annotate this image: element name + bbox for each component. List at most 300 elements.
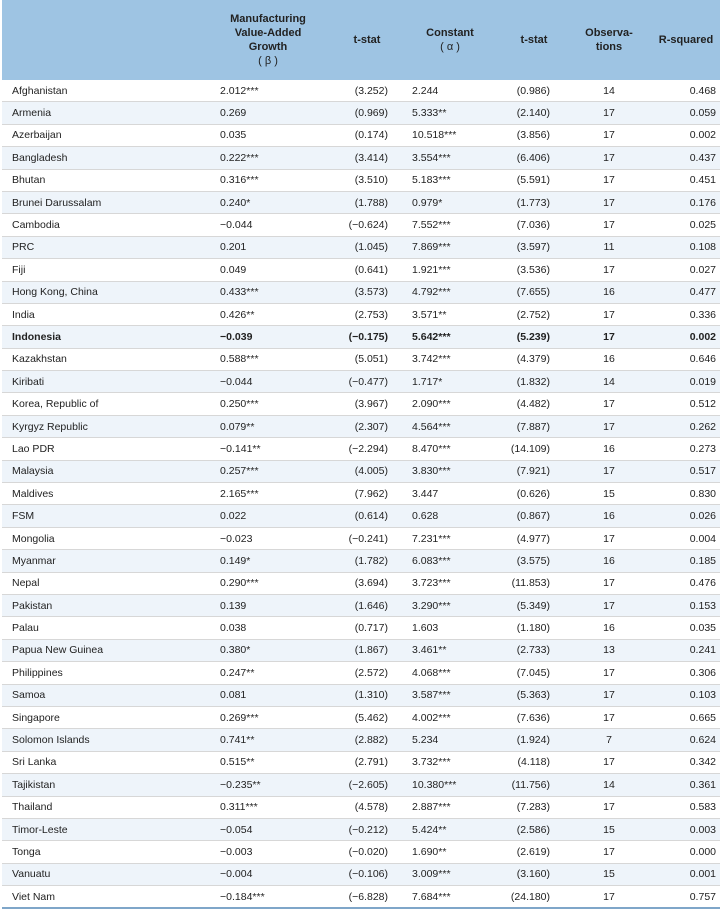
cell-constant: 1.603 [406, 617, 494, 639]
cell-country: Kyrgyz Republic [2, 415, 208, 437]
cell-observations: 16 [574, 348, 644, 370]
cell-country: Samoa [2, 684, 208, 706]
cell-tstat-constant: (0.867) [494, 505, 574, 527]
header-observations-line2: tions [595, 41, 623, 53]
cell-beta: −0.184*** [208, 886, 328, 909]
cell-country: Tajikistan [2, 774, 208, 796]
cell-constant: 1.690** [406, 841, 494, 863]
cell-constant: 2.090*** [406, 393, 494, 415]
table-row [2, 617, 720, 639]
cell-country: Kazakhstan [2, 348, 208, 370]
table-row [2, 214, 720, 236]
table-row [2, 191, 720, 213]
cell-r-squared: 0.757 [644, 886, 720, 909]
table-row [2, 371, 720, 393]
cell-tstat-constant: (7.036) [494, 214, 574, 236]
cell-observations: 17 [574, 393, 644, 415]
cell-tstat-constant: (24.180) [494, 886, 574, 909]
cell-tstat-beta: (1.310) [328, 684, 406, 706]
cell-tstat-beta: (1.646) [328, 594, 406, 616]
cell-tstat-constant: (3.575) [494, 550, 574, 572]
cell-constant: 5.183*** [406, 169, 494, 191]
cell-tstat-constant: (2.140) [494, 102, 574, 124]
cell-country: Armenia [2, 102, 208, 124]
cell-country: Korea, Republic of [2, 393, 208, 415]
cell-constant: 5.424** [406, 818, 494, 840]
cell-r-squared: 0.027 [644, 259, 720, 281]
header-observations-line1: Observa- [585, 27, 633, 39]
cell-beta: 0.311*** [208, 796, 328, 818]
cell-country: Cambodia [2, 214, 208, 236]
cell-constant: 7.231*** [406, 527, 494, 549]
cell-observations: 7 [574, 729, 644, 751]
cell-tstat-constant: (7.655) [494, 281, 574, 303]
header-tstat-beta: t-stat [353, 34, 381, 46]
cell-tstat-beta: (0.174) [328, 124, 406, 146]
regression-results-table [2, 0, 720, 909]
table-row [2, 124, 720, 146]
cell-constant: 7.869*** [406, 236, 494, 258]
cell-observations: 17 [574, 326, 644, 348]
table-row [2, 102, 720, 124]
cell-tstat-constant: (7.283) [494, 796, 574, 818]
cell-observations: 17 [574, 415, 644, 437]
cell-r-squared: 0.336 [644, 303, 720, 325]
cell-observations: 17 [574, 147, 644, 169]
cell-observations: 17 [574, 886, 644, 909]
cell-beta: −0.003 [208, 841, 328, 863]
cell-beta: 2.012*** [208, 80, 328, 102]
header-country [2, 0, 208, 80]
cell-tstat-constant: (1.773) [494, 191, 574, 213]
cell-observations: 17 [574, 706, 644, 728]
table-header [2, 0, 720, 80]
cell-country: Papua New Guinea [2, 639, 208, 661]
cell-beta: 0.316*** [208, 169, 328, 191]
table-row [2, 348, 720, 370]
cell-constant: 4.002*** [406, 706, 494, 728]
cell-r-squared: 0.306 [644, 662, 720, 684]
cell-r-squared: 0.342 [644, 751, 720, 773]
cell-country: Maldives [2, 483, 208, 505]
cell-r-squared: 0.624 [644, 729, 720, 751]
cell-constant: 0.979* [406, 191, 494, 213]
cell-constant: 0.628 [406, 505, 494, 527]
header-constant-symbol: ( α ) [440, 41, 460, 53]
cell-country: Tonga [2, 841, 208, 863]
cell-observations: 17 [574, 124, 644, 146]
cell-constant: 3.554*** [406, 147, 494, 169]
cell-beta: 0.290*** [208, 572, 328, 594]
cell-tstat-beta: (−0.624) [328, 214, 406, 236]
cell-constant: 7.684*** [406, 886, 494, 909]
cell-tstat-beta: (3.510) [328, 169, 406, 191]
cell-tstat-beta: (0.717) [328, 617, 406, 639]
cell-r-squared: 0.361 [644, 774, 720, 796]
cell-constant: 5.333** [406, 102, 494, 124]
cell-beta: 0.081 [208, 684, 328, 706]
cell-country: Brunei Darussalam [2, 191, 208, 213]
table-row [2, 236, 720, 258]
cell-country: Malaysia [2, 460, 208, 482]
cell-beta: 0.022 [208, 505, 328, 527]
cell-r-squared: 0.241 [644, 639, 720, 661]
cell-tstat-beta: (2.572) [328, 662, 406, 684]
cell-tstat-beta: (−2.605) [328, 774, 406, 796]
cell-country: Palau [2, 617, 208, 639]
cell-observations: 16 [574, 617, 644, 639]
cell-country: Singapore [2, 706, 208, 728]
cell-tstat-beta: (−0.241) [328, 527, 406, 549]
cell-constant: 1.717* [406, 371, 494, 393]
cell-r-squared: 0.059 [644, 102, 720, 124]
cell-r-squared: 0.262 [644, 415, 720, 437]
cell-tstat-constant: (3.597) [494, 236, 574, 258]
cell-tstat-constant: (7.921) [494, 460, 574, 482]
cell-observations: 15 [574, 863, 644, 885]
cell-beta: 0.035 [208, 124, 328, 146]
cell-beta: −0.054 [208, 818, 328, 840]
table-row [2, 281, 720, 303]
table-row [2, 684, 720, 706]
cell-tstat-beta: (0.969) [328, 102, 406, 124]
cell-observations: 17 [574, 303, 644, 325]
cell-r-squared: 0.002 [644, 326, 720, 348]
cell-beta: 0.201 [208, 236, 328, 258]
table-row [2, 550, 720, 572]
cell-beta: 2.165*** [208, 483, 328, 505]
cell-observations: 14 [574, 774, 644, 796]
cell-country: Afghanistan [2, 80, 208, 102]
cell-observations: 17 [574, 102, 644, 124]
cell-beta: 0.588*** [208, 348, 328, 370]
cell-beta: −0.044 [208, 371, 328, 393]
cell-beta: 0.139 [208, 594, 328, 616]
cell-constant: 4.068*** [406, 662, 494, 684]
cell-r-squared: 0.665 [644, 706, 720, 728]
cell-tstat-beta: (−0.175) [328, 326, 406, 348]
cell-constant: 6.083*** [406, 550, 494, 572]
cell-beta: 0.240* [208, 191, 328, 213]
table-row [2, 706, 720, 728]
cell-constant: 3.587*** [406, 684, 494, 706]
cell-country: Kiribati [2, 371, 208, 393]
table-row [2, 662, 720, 684]
header-beta-line3: Growth [248, 41, 288, 53]
table-row [2, 326, 720, 348]
cell-country: Vanuatu [2, 863, 208, 885]
cell-tstat-beta: (3.967) [328, 393, 406, 415]
table-row [2, 751, 720, 773]
cell-tstat-constant: (4.977) [494, 527, 574, 549]
table-row [2, 774, 720, 796]
cell-country: Hong Kong, China [2, 281, 208, 303]
cell-tstat-beta: (4.005) [328, 460, 406, 482]
table-body [2, 80, 720, 908]
cell-observations: 15 [574, 483, 644, 505]
cell-tstat-beta: (3.694) [328, 572, 406, 594]
cell-observations: 17 [574, 214, 644, 236]
header-beta-line1: Manufacturing [230, 13, 306, 25]
cell-constant: 2.887*** [406, 796, 494, 818]
cell-country: Pakistan [2, 594, 208, 616]
cell-beta: 0.269 [208, 102, 328, 124]
cell-tstat-constant: (5.349) [494, 594, 574, 616]
cell-tstat-constant: (6.406) [494, 147, 574, 169]
table-row [2, 147, 720, 169]
cell-tstat-constant: (2.619) [494, 841, 574, 863]
cell-tstat-constant: (0.626) [494, 483, 574, 505]
cell-observations: 17 [574, 169, 644, 191]
cell-tstat-constant: (7.045) [494, 662, 574, 684]
header-beta-line2: Value-Added [234, 27, 302, 39]
cell-r-squared: 0.002 [644, 124, 720, 146]
cell-observations: 16 [574, 550, 644, 572]
cell-r-squared: 0.035 [644, 617, 720, 639]
cell-tstat-constant: (2.733) [494, 639, 574, 661]
cell-country: Indonesia [2, 326, 208, 348]
cell-tstat-constant: (4.379) [494, 348, 574, 370]
cell-tstat-constant: (1.180) [494, 617, 574, 639]
cell-tstat-beta: (0.614) [328, 505, 406, 527]
cell-tstat-beta: (−0.106) [328, 863, 406, 885]
cell-constant: 3.571** [406, 303, 494, 325]
cell-r-squared: 0.476 [644, 572, 720, 594]
cell-observations: 17 [574, 841, 644, 863]
cell-tstat-constant: (5.239) [494, 326, 574, 348]
header-row [2, 0, 720, 80]
table-row [2, 393, 720, 415]
cell-tstat-beta: (1.788) [328, 191, 406, 213]
cell-beta: −0.044 [208, 214, 328, 236]
cell-r-squared: 0.153 [644, 594, 720, 616]
cell-tstat-constant: (7.887) [494, 415, 574, 437]
cell-tstat-constant: (1.924) [494, 729, 574, 751]
cell-tstat-constant: (1.832) [494, 371, 574, 393]
cell-observations: 13 [574, 639, 644, 661]
cell-constant: 2.244 [406, 80, 494, 102]
cell-tstat-beta: (2.307) [328, 415, 406, 437]
cell-observations: 17 [574, 662, 644, 684]
cell-tstat-beta: (2.882) [328, 729, 406, 751]
table-row [2, 505, 720, 527]
cell-beta: 0.247** [208, 662, 328, 684]
cell-tstat-beta: (1.867) [328, 639, 406, 661]
table-row [2, 639, 720, 661]
cell-country: PRC [2, 236, 208, 258]
cell-country: Viet Nam [2, 886, 208, 909]
cell-country: Mongolia [2, 527, 208, 549]
cell-r-squared: 0.517 [644, 460, 720, 482]
cell-r-squared: 0.000 [644, 841, 720, 863]
cell-observations: 17 [574, 594, 644, 616]
cell-observations: 17 [574, 684, 644, 706]
cell-observations: 17 [574, 460, 644, 482]
cell-constant: 3.009*** [406, 863, 494, 885]
cell-tstat-constant: (11.756) [494, 774, 574, 796]
cell-constant: 4.564*** [406, 415, 494, 437]
cell-observations: 17 [574, 572, 644, 594]
cell-beta: −0.039 [208, 326, 328, 348]
cell-r-squared: 0.103 [644, 684, 720, 706]
table-row [2, 415, 720, 437]
header-constant [406, 0, 494, 80]
cell-observations: 17 [574, 527, 644, 549]
cell-constant: 1.921*** [406, 259, 494, 281]
cell-beta: −0.235** [208, 774, 328, 796]
cell-tstat-beta: (7.962) [328, 483, 406, 505]
cell-beta: 0.257*** [208, 460, 328, 482]
cell-beta: 0.741** [208, 729, 328, 751]
cell-beta: −0.141** [208, 438, 328, 460]
table-row [2, 841, 720, 863]
cell-country: Bhutan [2, 169, 208, 191]
cell-country: Sri Lanka [2, 751, 208, 773]
cell-r-squared: 0.001 [644, 863, 720, 885]
cell-observations: 16 [574, 438, 644, 460]
cell-country: Fiji [2, 259, 208, 281]
table-row [2, 796, 720, 818]
cell-beta: 0.049 [208, 259, 328, 281]
table-row [2, 572, 720, 594]
cell-country: Lao PDR [2, 438, 208, 460]
cell-constant: 5.642*** [406, 326, 494, 348]
table-row [2, 169, 720, 191]
cell-r-squared: 0.019 [644, 371, 720, 393]
table-row [2, 863, 720, 885]
cell-tstat-constant: (3.536) [494, 259, 574, 281]
cell-constant: 3.290*** [406, 594, 494, 616]
cell-constant: 3.723*** [406, 572, 494, 594]
header-beta-symbol: ( β ) [258, 55, 278, 67]
cell-observations: 15 [574, 818, 644, 840]
cell-constant: 5.234 [406, 729, 494, 751]
cell-country: Myanmar [2, 550, 208, 572]
cell-tstat-constant: (2.752) [494, 303, 574, 325]
cell-r-squared: 0.176 [644, 191, 720, 213]
cell-observations: 16 [574, 281, 644, 303]
cell-constant: 10.518*** [406, 124, 494, 146]
cell-constant: 8.470*** [406, 438, 494, 460]
cell-r-squared: 0.583 [644, 796, 720, 818]
cell-beta: 0.380* [208, 639, 328, 661]
cell-country: Thailand [2, 796, 208, 818]
cell-observations: 17 [574, 259, 644, 281]
header-observations [574, 0, 644, 80]
cell-r-squared: 0.108 [644, 236, 720, 258]
cell-beta: 0.426** [208, 303, 328, 325]
cell-constant: 3.742*** [406, 348, 494, 370]
cell-constant: 3.447 [406, 483, 494, 505]
cell-country: Solomon Islands [2, 729, 208, 751]
cell-constant: 10.380*** [406, 774, 494, 796]
table-row [2, 303, 720, 325]
cell-tstat-beta: (1.782) [328, 550, 406, 572]
cell-tstat-constant: (7.636) [494, 706, 574, 728]
cell-country: Timor-Leste [2, 818, 208, 840]
cell-observations: 17 [574, 796, 644, 818]
cell-observations: 17 [574, 191, 644, 213]
table-row [2, 438, 720, 460]
cell-r-squared: 0.468 [644, 80, 720, 102]
cell-constant: 3.732*** [406, 751, 494, 773]
cell-country: Bangladesh [2, 147, 208, 169]
cell-tstat-constant: (2.586) [494, 818, 574, 840]
table-row [2, 818, 720, 840]
header-beta [208, 0, 328, 80]
cell-country: Azerbaijan [2, 124, 208, 146]
cell-r-squared: 0.437 [644, 147, 720, 169]
cell-beta: 0.515** [208, 751, 328, 773]
cell-tstat-constant: (14.109) [494, 438, 574, 460]
cell-tstat-beta: (5.051) [328, 348, 406, 370]
cell-tstat-constant: (5.363) [494, 684, 574, 706]
header-constant-line1: Constant [426, 27, 474, 39]
header-r-squared: R-squared [658, 34, 714, 46]
cell-constant: 4.792*** [406, 281, 494, 303]
cell-observations: 17 [574, 751, 644, 773]
cell-country: India [2, 303, 208, 325]
cell-tstat-beta: (−0.477) [328, 371, 406, 393]
cell-tstat-beta: (3.252) [328, 80, 406, 102]
cell-constant: 3.461** [406, 639, 494, 661]
cell-tstat-beta: (3.414) [328, 147, 406, 169]
cell-r-squared: 0.026 [644, 505, 720, 527]
cell-r-squared: 0.273 [644, 438, 720, 460]
table-row [2, 594, 720, 616]
cell-r-squared: 0.451 [644, 169, 720, 191]
cell-beta: 0.433*** [208, 281, 328, 303]
table-row [2, 729, 720, 751]
cell-observations: 11 [574, 236, 644, 258]
table-row [2, 527, 720, 549]
cell-beta: 0.079** [208, 415, 328, 437]
cell-observations: 14 [574, 80, 644, 102]
table-row [2, 460, 720, 482]
header-tstat-constant: t-stat [520, 34, 548, 46]
table-row [2, 259, 720, 281]
cell-tstat-constant: (3.856) [494, 124, 574, 146]
cell-beta: 0.250*** [208, 393, 328, 415]
cell-tstat-constant: (5.591) [494, 169, 574, 191]
cell-r-squared: 0.004 [644, 527, 720, 549]
cell-tstat-beta: (0.641) [328, 259, 406, 281]
cell-beta: 0.149* [208, 550, 328, 572]
cell-tstat-beta: (−0.020) [328, 841, 406, 863]
table-row [2, 886, 720, 909]
cell-tstat-beta: (−6.828) [328, 886, 406, 909]
cell-observations: 14 [574, 371, 644, 393]
cell-beta: 0.038 [208, 617, 328, 639]
cell-beta: −0.004 [208, 863, 328, 885]
cell-r-squared: 0.646 [644, 348, 720, 370]
cell-r-squared: 0.025 [644, 214, 720, 236]
cell-observations: 16 [574, 505, 644, 527]
cell-tstat-beta: (−0.212) [328, 818, 406, 840]
cell-tstat-constant: (3.160) [494, 863, 574, 885]
cell-tstat-constant: (0.986) [494, 80, 574, 102]
cell-tstat-constant: (11.853) [494, 572, 574, 594]
cell-tstat-constant: (4.482) [494, 393, 574, 415]
cell-r-squared: 0.185 [644, 550, 720, 572]
cell-beta: 0.269*** [208, 706, 328, 728]
cell-beta: −0.023 [208, 527, 328, 549]
cell-tstat-beta: (−2.294) [328, 438, 406, 460]
cell-r-squared: 0.003 [644, 818, 720, 840]
cell-r-squared: 0.477 [644, 281, 720, 303]
cell-constant: 3.830*** [406, 460, 494, 482]
cell-r-squared: 0.512 [644, 393, 720, 415]
